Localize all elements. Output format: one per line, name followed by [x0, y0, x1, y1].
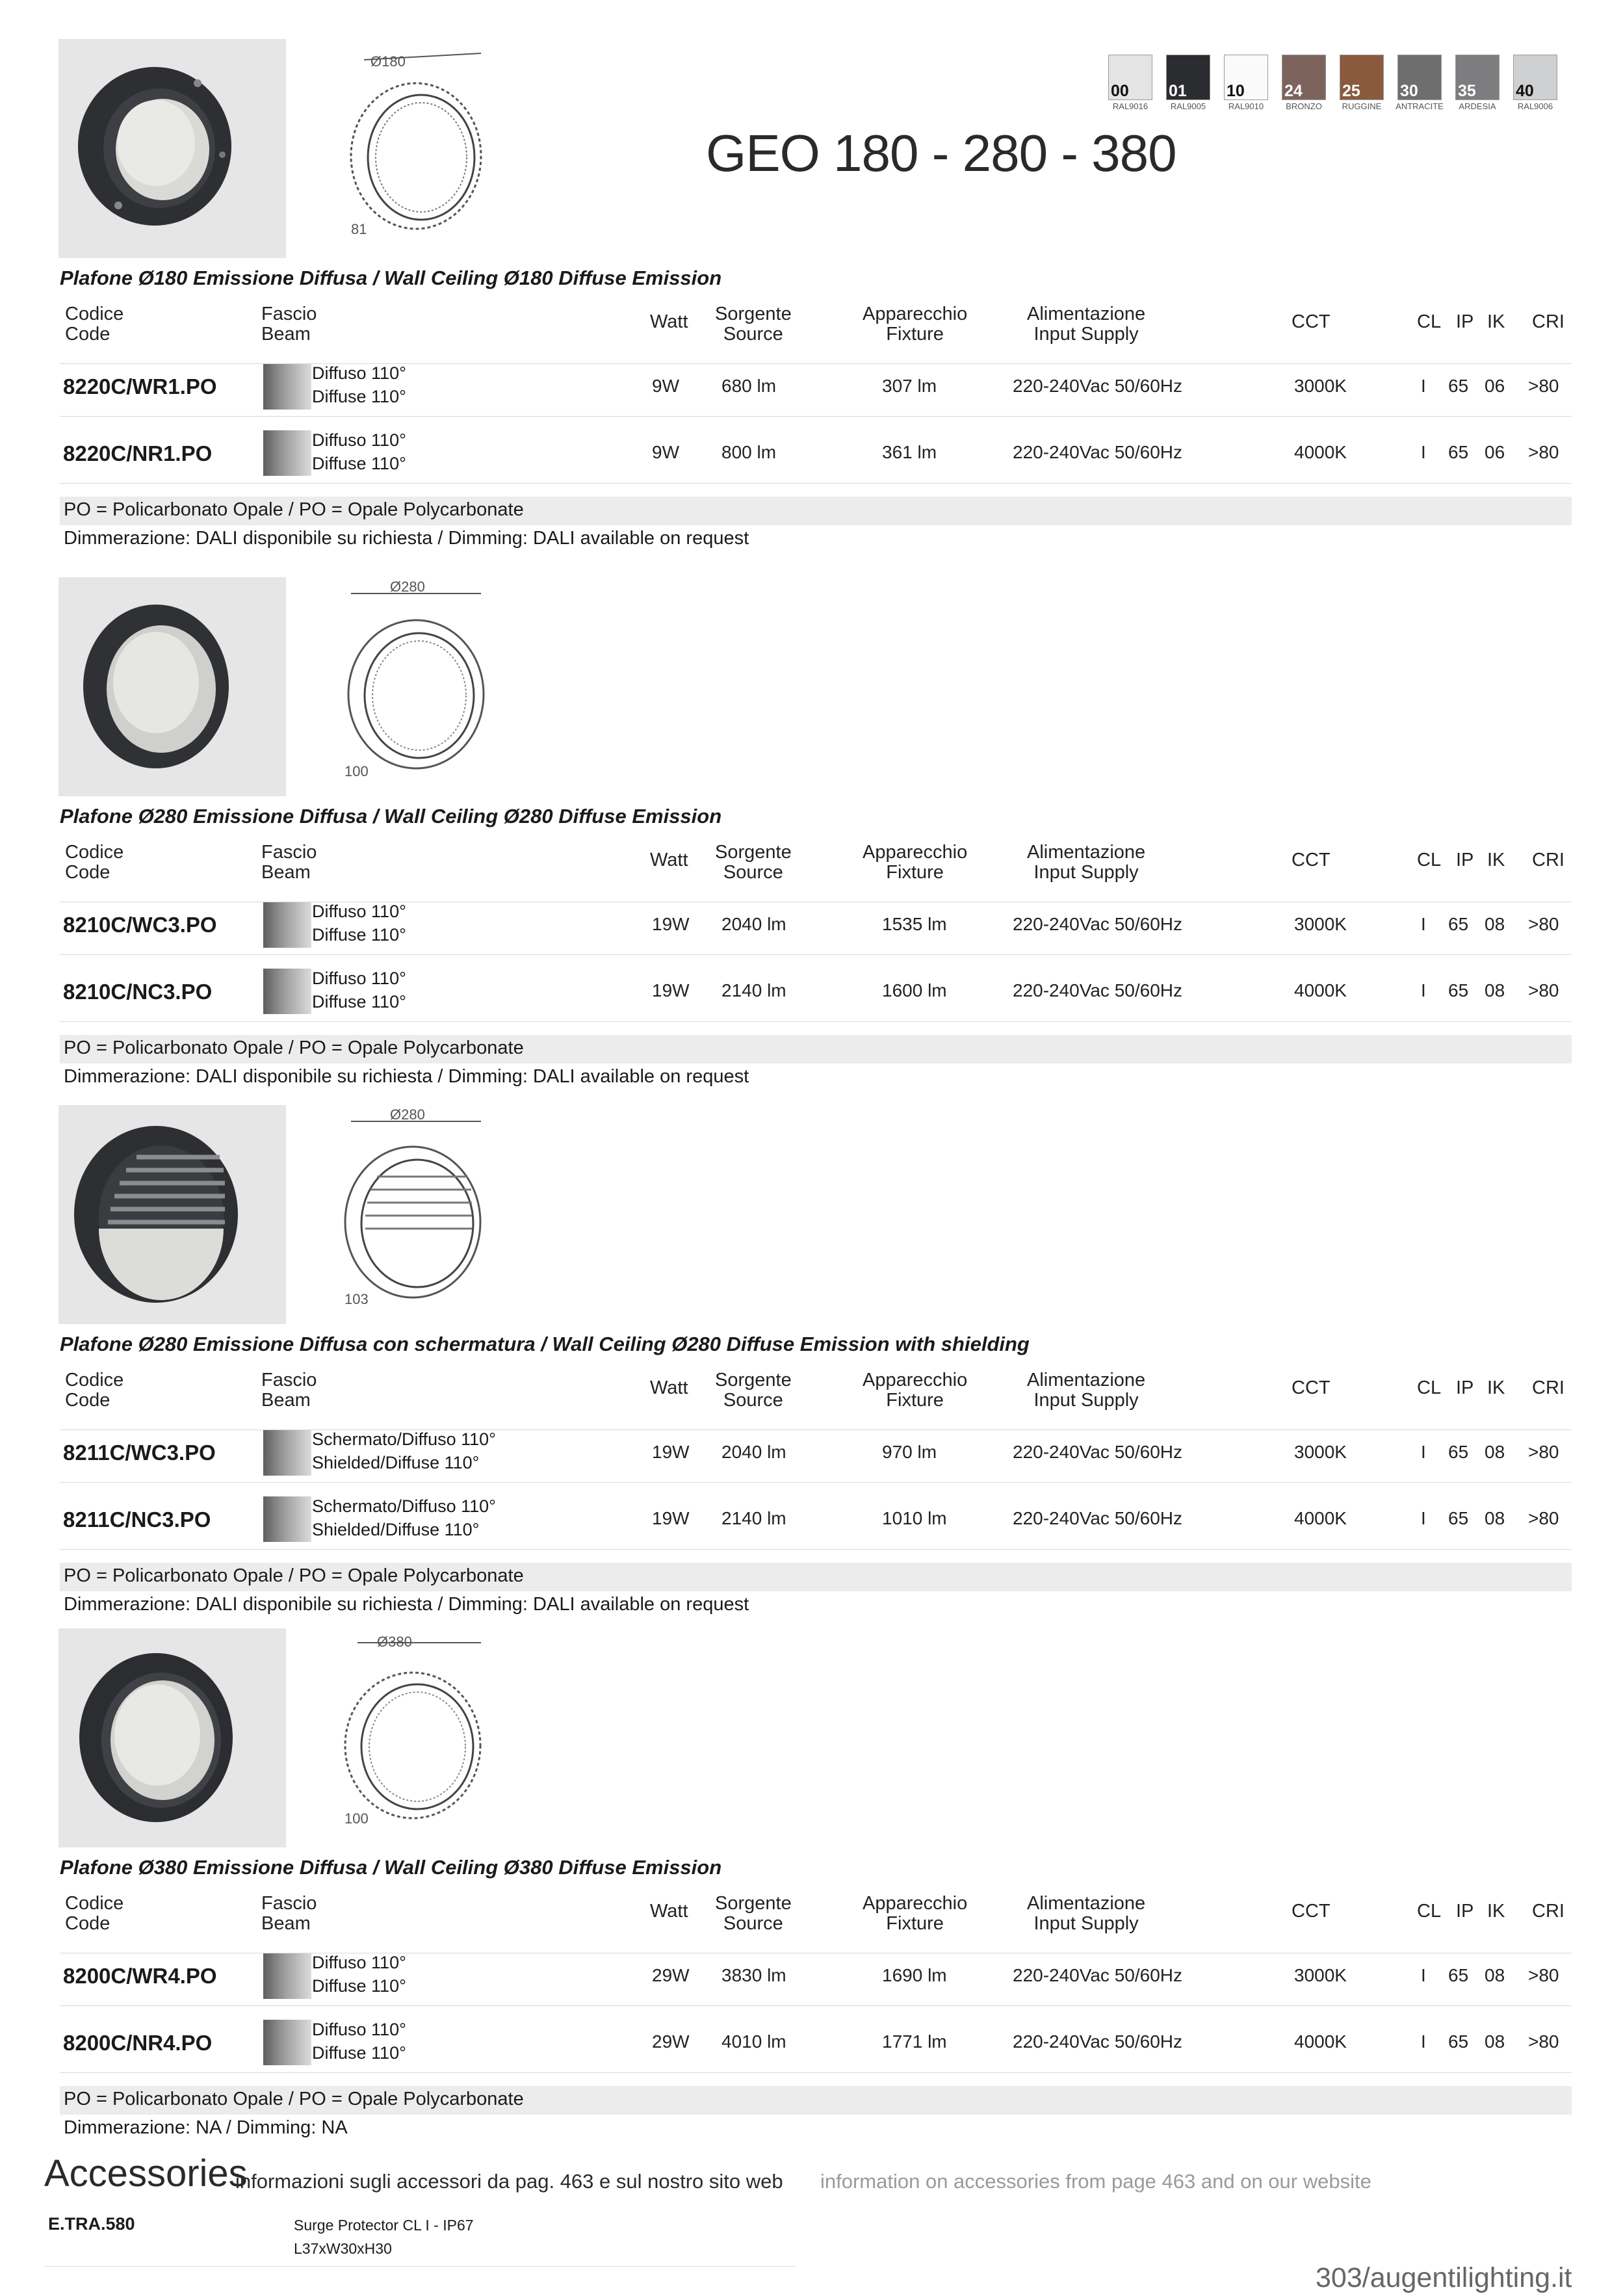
header-code: Codice Code — [65, 304, 124, 345]
source-value: 800 lm — [721, 442, 777, 462]
product-code: 8220C/WR1.PO — [63, 374, 217, 398]
cct-value: 4000K — [1294, 2031, 1347, 2052]
beam-text: Diffuso 110° Diffuse 110° — [312, 2020, 406, 2063]
dimension-label: 103 — [344, 1291, 369, 1307]
header-watt: Watt — [650, 850, 688, 870]
ip-value: 65 — [1448, 1442, 1469, 1462]
supply-value: 220-240Vac 50/60Hz — [1013, 980, 1182, 1000]
swatch-label: RUGGINE — [1342, 101, 1382, 111]
fixture-value: 1771 lm — [882, 2031, 947, 2052]
section-title: Plafone Ø280 Emissione Diffusa con schermatura / Wall Ceiling Ø280 Diffuse Emission with shielding — [60, 1333, 1030, 1355]
header-supply: Alimentazione Input Supply — [1027, 842, 1146, 883]
header-watt: Watt — [650, 1377, 688, 1398]
beam-text: Diffuso 110° Diffuse 110° — [312, 902, 406, 945]
source-value: 680 lm — [721, 376, 777, 396]
lamp-round-image — [58, 39, 286, 258]
beam-icon — [263, 1430, 311, 1476]
product-photo — [58, 577, 286, 796]
source-value: 2140 lm — [721, 980, 786, 1000]
ik-value: 08 — [1485, 2031, 1505, 2052]
header-cl: CL — [1417, 1901, 1442, 1922]
header-ip: IP — [1456, 850, 1474, 870]
lamp-shielded-image — [58, 1105, 286, 1324]
header-source: Sorgente Source — [715, 304, 792, 345]
cct-value: 3000K — [1294, 1442, 1347, 1462]
product-photo — [58, 39, 286, 258]
fixture-value: 1690 lm — [882, 1965, 947, 1985]
header-beam: Fascio Beam — [261, 1370, 317, 1411]
drawing-svg — [305, 39, 500, 258]
material-note: PO = Policarbonato Opale / PO = Opale Polycarbonate — [60, 1035, 1572, 1063]
row-divider — [60, 1021, 1572, 1022]
swatch-code: 24 — [1284, 82, 1303, 100]
beam-icon — [263, 902, 311, 948]
header-supply: Alimentazione Input Supply — [1027, 1370, 1146, 1411]
beam-icon — [263, 969, 311, 1014]
header-source: Sorgente Source — [715, 1370, 792, 1411]
header-code: Codice Code — [65, 1893, 124, 1934]
header-fixture: Apparecchio Fixture — [863, 304, 968, 345]
ip-value: 65 — [1448, 442, 1469, 462]
material-note: PO = Policarbonato Opale / PO = Opale Polycarbonate — [60, 1563, 1572, 1591]
source-value: 2040 lm — [721, 914, 786, 934]
ik-value: 06 — [1485, 376, 1505, 396]
product-code: 8211C/WC3.PO — [63, 1441, 216, 1465]
beam-icon — [263, 1496, 311, 1542]
fixture-value: 1535 lm — [882, 914, 947, 934]
product-code: 8210C/NC3.PO — [63, 980, 213, 1004]
supply-value: 220-240Vac 50/60Hz — [1013, 914, 1182, 934]
drawing-svg — [305, 577, 500, 796]
ik-value: 08 — [1485, 914, 1505, 934]
row-divider — [60, 2005, 1572, 2006]
swatch-code: 35 — [1458, 82, 1476, 100]
header-ip: IP — [1456, 1377, 1474, 1398]
supply-value: 220-240Vac 50/60Hz — [1013, 442, 1182, 462]
cl-value: I — [1421, 376, 1426, 396]
supply-value: 220-240Vac 50/60Hz — [1013, 2031, 1182, 2052]
header-cct: CCT — [1292, 311, 1331, 332]
fixture-value: 1600 lm — [882, 980, 947, 1000]
cri-value: >80 — [1528, 376, 1559, 396]
technical-drawing — [305, 1105, 500, 1324]
header-beam: Fascio Beam — [261, 842, 317, 883]
row-divider — [60, 1549, 1572, 1550]
dimming-note: Dimmerazione: DALI disponibile su richiesta / Dimming: DALI available on request — [64, 528, 749, 549]
product-section-380 — [0, 1628, 1623, 2148]
header-beam: Fascio Beam — [261, 1893, 317, 1934]
beam-text: Schermato/Diffuso 110° Shielded/Diffuse 110° — [312, 1496, 496, 1539]
beam-text: Diffuso 110° Diffuse 110° — [312, 430, 406, 473]
header-cct: CCT — [1292, 850, 1331, 870]
section-title: Plafone Ø380 Emissione Diffusa / Wall Ceiling Ø380 Diffuse Emission — [60, 1856, 722, 1879]
technical-drawing — [305, 577, 500, 796]
row-divider — [60, 2072, 1572, 2073]
swatch-code: 00 — [1111, 82, 1129, 100]
product-code: 8200C/NR4.PO — [63, 2031, 213, 2055]
accessory-code: E.TRA.580 — [48, 2214, 135, 2234]
dimming-note: Dimmerazione: DALI disponibile su richiesta / Dimming: DALI available on request — [64, 1594, 749, 1615]
header-ip: IP — [1456, 1901, 1474, 1922]
cct-value: 4000K — [1294, 442, 1347, 462]
header-cri: CRI — [1532, 1377, 1565, 1398]
swatch-code: 30 — [1400, 82, 1418, 100]
header-ik: IK — [1487, 1901, 1505, 1922]
page-footer: 303/augentilighting.it — [1316, 2262, 1572, 2293]
watt-value: 19W — [652, 1442, 690, 1462]
watt-value: 9W — [652, 376, 679, 396]
header-cct: CCT — [1292, 1377, 1331, 1398]
fixture-value: 1010 lm — [882, 1508, 947, 1528]
accessory-description: Surge Protector CL I - IP67 — [294, 2217, 474, 2234]
fixture-value: 361 lm — [882, 442, 937, 462]
header-fixture: Apparecchio Fixture — [863, 1370, 968, 1411]
dimming-note: Dimmerazione: NA / Dimming: NA — [64, 2117, 348, 2138]
accessories-info-en: information on accessories from page 463 and on our website — [820, 2170, 1371, 2193]
watt-value: 29W — [652, 1965, 690, 1985]
swatch-label: BRONZO — [1286, 101, 1322, 111]
source-value: 2040 lm — [721, 1442, 786, 1462]
material-note: PO = Policarbonato Opale / PO = Opale Polycarbonate — [60, 497, 1572, 525]
dimension-label: 81 — [351, 221, 367, 237]
header-ip: IP — [1456, 311, 1474, 332]
source-value: 3830 lm — [721, 1965, 786, 1985]
product-section-180 — [0, 39, 1623, 559]
cri-value: >80 — [1528, 1965, 1559, 1985]
page-title: GEO 180 - 280 - 380 — [706, 124, 1176, 182]
cri-value: >80 — [1528, 914, 1559, 934]
dimension-label: Ø180 — [370, 53, 406, 70]
header-cri: CRI — [1532, 1901, 1565, 1922]
accessories-info-it: informazioni sugli accessori da pag. 463 e sul nostro sito web — [235, 2170, 783, 2193]
watt-value: 9W — [652, 442, 679, 462]
cct-value: 3000K — [1294, 376, 1347, 396]
cri-value: >80 — [1528, 980, 1559, 1000]
beam-icon — [263, 2020, 311, 2065]
header-cri: CRI — [1532, 311, 1565, 332]
swatch-label: RAL9010 — [1228, 101, 1264, 111]
ip-value: 65 — [1448, 2031, 1469, 2052]
swatch-label: ANTRACITE — [1396, 101, 1444, 111]
swatch-label: RAL9006 — [1517, 101, 1553, 111]
cri-value: >80 — [1528, 1442, 1559, 1462]
cct-value: 3000K — [1294, 914, 1347, 934]
swatch-code: 40 — [1516, 82, 1534, 100]
source-value: 2140 lm — [721, 1508, 786, 1528]
header-code: Codice Code — [65, 842, 124, 883]
product-code: 8200C/WR4.PO — [63, 1964, 217, 1988]
header-fixture: Apparecchio Fixture — [863, 1893, 968, 1934]
ip-value: 65 — [1448, 1508, 1469, 1528]
material-note: PO = Policarbonato Opale / PO = Opale Polycarbonate — [60, 2086, 1572, 2115]
watt-value: 29W — [652, 2031, 690, 2052]
cl-value: I — [1421, 1965, 1426, 1985]
swatch-label: RAL9016 — [1112, 101, 1149, 111]
header-ik: IK — [1487, 1377, 1505, 1398]
header-cl: CL — [1417, 1377, 1442, 1398]
beam-icon — [263, 1953, 311, 1999]
header-cri: CRI — [1532, 850, 1565, 870]
product-section-280 — [0, 577, 1623, 1097]
swatch-code: 01 — [1169, 82, 1187, 100]
header-ik: IK — [1487, 311, 1505, 332]
header-supply: Alimentazione Input Supply — [1027, 1893, 1146, 1934]
row-divider — [60, 483, 1572, 484]
cl-value: I — [1421, 442, 1426, 462]
product-photo — [58, 1628, 286, 1847]
lamp-round-image — [58, 577, 286, 796]
product-photo — [58, 1105, 286, 1324]
ip-value: 65 — [1448, 914, 1469, 934]
cl-value: I — [1421, 1508, 1426, 1528]
beam-text: Diffuso 110° Diffuse 110° — [312, 1953, 406, 1996]
section-title: Plafone Ø280 Emissione Diffusa / Wall Ceiling Ø280 Diffuse Emission — [60, 805, 722, 828]
supply-value: 220-240Vac 50/60Hz — [1013, 1442, 1182, 1462]
accessories-title: Accessories — [44, 2152, 248, 2195]
product-section-280-shielded — [0, 1105, 1623, 1625]
swatch-label: ARDESIA — [1459, 101, 1496, 111]
row-divider — [60, 416, 1572, 417]
dimming-note: Dimmerazione: DALI disponibile su richiesta / Dimming: DALI available on request — [64, 1066, 749, 1087]
header-cct: CCT — [1292, 1901, 1331, 1922]
ik-value: 08 — [1485, 980, 1505, 1000]
header-source: Sorgente Source — [715, 1893, 792, 1934]
dimension-label: 100 — [344, 1810, 369, 1827]
header-watt: Watt — [650, 1901, 688, 1922]
lamp-round-image — [58, 1628, 286, 1847]
dimension-label: Ø280 — [390, 1106, 425, 1123]
product-code: 8211C/NC3.PO — [63, 1507, 211, 1532]
technical-drawing — [305, 1628, 500, 1847]
header-supply: Alimentazione Input Supply — [1027, 304, 1146, 345]
source-value: 4010 lm — [721, 2031, 786, 2052]
header-ik: IK — [1487, 850, 1505, 870]
watt-value: 19W — [652, 1508, 690, 1528]
cl-value: I — [1421, 980, 1426, 1000]
dimension-label: Ø280 — [390, 579, 425, 595]
ik-value: 08 — [1485, 1965, 1505, 1985]
swatch-code: 25 — [1342, 82, 1360, 100]
watt-value: 19W — [652, 914, 690, 934]
supply-value: 220-240Vac 50/60Hz — [1013, 1965, 1182, 1985]
drawing-svg — [305, 1628, 500, 1847]
product-code: 8220C/NR1.PO — [63, 441, 213, 465]
section-title: Plafone Ø180 Emissione Diffusa / Wall Ceiling Ø180 Diffuse Emission — [60, 267, 722, 289]
supply-value: 220-240Vac 50/60Hz — [1013, 376, 1182, 396]
swatch-label: RAL9005 — [1170, 101, 1206, 111]
ip-value: 65 — [1448, 1965, 1469, 1985]
header-watt: Watt — [650, 311, 688, 332]
product-code: 8210C/WC3.PO — [63, 913, 217, 937]
header-code: Codice Code — [65, 1370, 124, 1411]
ip-value: 65 — [1448, 980, 1469, 1000]
header-beam: Fascio Beam — [261, 304, 317, 345]
beam-text: Schermato/Diffuso 110° Shielded/Diffuse 110° — [312, 1429, 496, 1472]
fixture-value: 307 lm — [882, 376, 937, 396]
watt-value: 19W — [652, 980, 690, 1000]
row-divider — [60, 954, 1572, 955]
beam-text: Diffuso 110° Diffuse 110° — [312, 363, 406, 406]
row-divider — [60, 1482, 1572, 1483]
swatch-code: 10 — [1227, 82, 1245, 100]
beam-icon — [263, 364, 311, 410]
cct-value: 3000K — [1294, 1965, 1347, 1985]
beam-text: Diffuso 110° Diffuse 110° — [312, 969, 406, 1011]
accessory-dimensions: L37xW30xH30 — [294, 2240, 392, 2257]
cct-value: 4000K — [1294, 1508, 1347, 1528]
fixture-value: 970 lm — [882, 1442, 937, 1462]
cct-value: 4000K — [1294, 980, 1347, 1000]
technical-drawing — [305, 39, 500, 258]
header-cl: CL — [1417, 850, 1442, 870]
dimension-label: 100 — [344, 763, 369, 779]
cri-value: >80 — [1528, 442, 1559, 462]
header-cl: CL — [1417, 311, 1442, 332]
cl-value: I — [1421, 1442, 1426, 1462]
supply-value: 220-240Vac 50/60Hz — [1013, 1508, 1182, 1528]
header-source: Sorgente Source — [715, 842, 792, 883]
ik-value: 08 — [1485, 1508, 1505, 1528]
ik-value: 08 — [1485, 1442, 1505, 1462]
cl-value: I — [1421, 2031, 1426, 2052]
ik-value: 06 — [1485, 442, 1505, 462]
dimension-label: Ø380 — [377, 1634, 412, 1650]
header-fixture: Apparecchio Fixture — [863, 842, 968, 883]
ip-value: 65 — [1448, 376, 1469, 396]
cl-value: I — [1421, 914, 1426, 934]
cri-value: >80 — [1528, 2031, 1559, 2052]
cri-value: >80 — [1528, 1508, 1559, 1528]
beam-icon — [263, 430, 311, 476]
drawing-svg — [305, 1105, 500, 1324]
